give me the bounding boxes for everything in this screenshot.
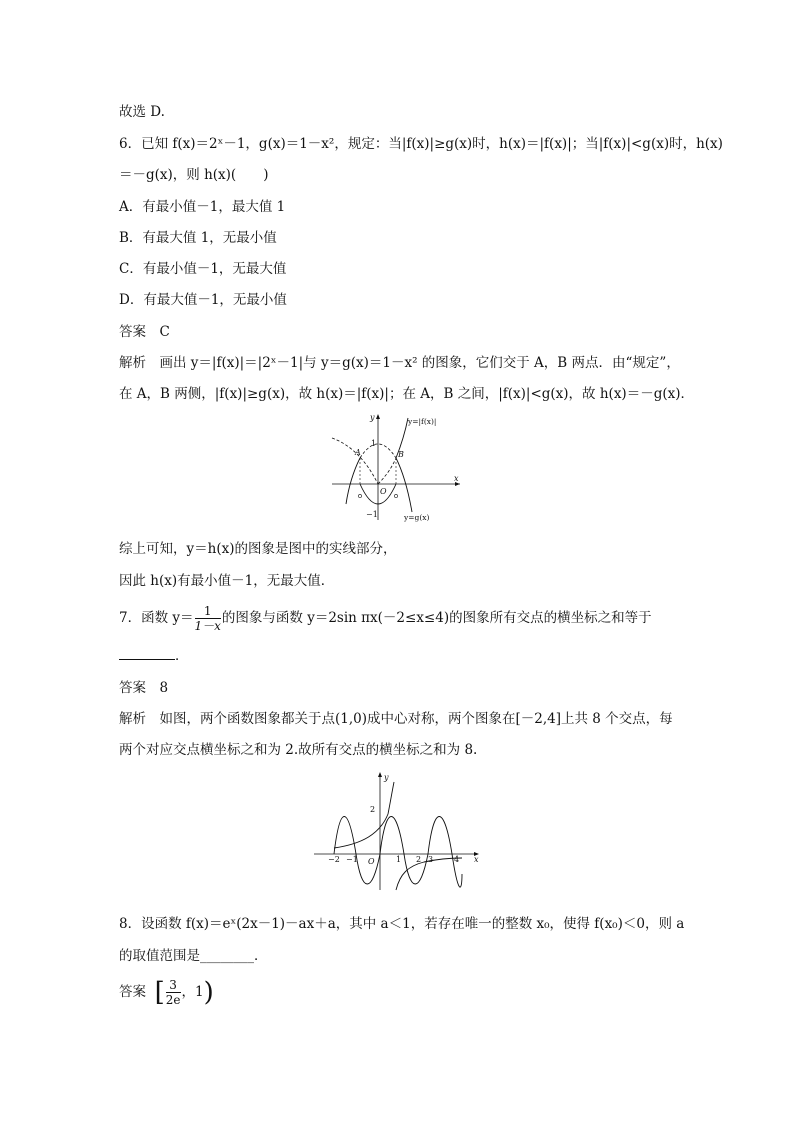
question-7-suffix: 的图象与函数 y＝2sin πx(－2≤x≤4)的图象所有交点的横坐标之和等于: [221, 610, 652, 626]
origin-label: O: [368, 857, 375, 866]
abs-exp-right-dashed: [378, 458, 396, 484]
option-d: D．有最大值－1，无最小值: [119, 292, 287, 308]
sine-curve: [334, 817, 462, 888]
fraction-numerator: 1: [195, 604, 221, 619]
question-7-prefix: 7．函数 y＝: [119, 610, 194, 626]
question-7-text: [119, 603, 652, 633]
summary-6-line-1: 综上可知，y＝h(x)的图象是图中的实线部分，: [119, 541, 397, 557]
point-label-b: B: [398, 450, 404, 459]
question-7-end: ．: [175, 648, 189, 664]
summary-6-line-2: 因此 h(x)有最小值－1，无最大值．: [119, 573, 335, 589]
x-axis-label: x: [454, 474, 459, 483]
tick-label-3: 3: [428, 855, 434, 864]
answer-8-label: 答案: [119, 984, 146, 1000]
option-c: C．有最小值－1，无最大值: [119, 261, 287, 277]
text-line: 故选 D.: [119, 104, 165, 120]
tick-label-4: 4: [454, 855, 460, 864]
y-axis-label: y: [384, 773, 389, 782]
question-8-text: 8．设函数 f(x)＝eˣ(2x－1)－ax＋a，其中 a＜1，若存在唯一的整数 x₀，使得 f(x₀)＜0，则 a: [119, 916, 685, 932]
answer-blank: [119, 647, 175, 660]
tick-label-y2: 2: [370, 805, 376, 814]
x-axis-label: x: [474, 855, 479, 864]
question-7-blank-line: [119, 647, 189, 665]
tick-label-neg-1: −1: [366, 510, 378, 519]
figure-sine-and-hyperbola: [312, 770, 484, 894]
curve-label-g: y=g(x): [404, 513, 430, 522]
y-axis-label: y: [370, 413, 375, 422]
question-6-text-cont: ＝－g(x)，则 h(x)( ): [119, 167, 269, 183]
tick-label-neg-2: −2: [328, 855, 340, 864]
hyperbola-left-branch: [334, 782, 394, 848]
tick-label-2: 2: [416, 855, 422, 864]
tick-label-neg-1: −1: [346, 855, 358, 864]
y-axis-arrow: [376, 414, 380, 419]
tick-label-1: 1: [371, 439, 377, 448]
answer-6: 答案 C: [119, 324, 170, 340]
fraction-denominator: 1－x: [194, 619, 221, 633]
origin-label: O: [380, 487, 387, 496]
parabola-right-branch: [396, 458, 412, 512]
solution-6-line-2: 在 A，B 两侧，|f(x)|≥g(x)，故 h(x)＝|f(x)|；在 A，B 之间，|f(x)|<g(x)，故 h(x)＝－g(x)．: [119, 386, 694, 402]
question-6-text: 6．已知 f(x)＝2ˣ－1，g(x)＝1－x²，规定：当|f(x)|≥g(x)时，h(x)＝|f(x)|；当|f(x)|<g(x)时，h(x): [119, 136, 723, 152]
curve-label-f: y=|f(x)|: [408, 417, 437, 426]
option-b: B．有最大值 1，无最小值: [119, 230, 277, 246]
fraction-denominator: 2e: [165, 993, 181, 1007]
answer-8: [119, 975, 214, 1009]
open-point-b: [394, 494, 397, 497]
fraction-three-over-two-e: [166, 978, 181, 1007]
interval-close-paren: ): [203, 977, 214, 1008]
y-axis-arrow: [378, 772, 382, 777]
fraction-one-over-one-minus-x: [195, 604, 221, 633]
question-8-text-cont: 的取值范围是________．: [119, 948, 268, 964]
answer-7: 答案 8: [119, 680, 169, 696]
figure-intersecting-curves: [330, 412, 470, 524]
tick-label-1: 1: [396, 855, 402, 864]
option-a: A．有最小值－1，最大值 1: [119, 199, 286, 215]
open-point-a: [358, 494, 361, 497]
solution-6-line-1: 解析 画出 y＝|f(x)|＝|2ˣ－1|与 y＝g(x)＝1－x² 的图象，它们交于 A，B 两点．由“规定”，: [119, 355, 680, 371]
point-label-a: A: [355, 448, 361, 457]
solution-7-line-2: 两个对应交点横坐标之和为 2.故所有交点的横坐标之和为 8.: [119, 742, 478, 758]
fraction-numerator: 3: [166, 978, 181, 993]
parabola-left-branch: [346, 458, 360, 504]
solution-7-line-1: 解析 如图，两个函数图象都关于点(1,0)成中心对称，两个图象在[－2,4]上共 8 个交点，每: [119, 711, 673, 727]
interval-open-bracket: [: [154, 977, 165, 1008]
interval-separator: ，1: [181, 984, 204, 1000]
